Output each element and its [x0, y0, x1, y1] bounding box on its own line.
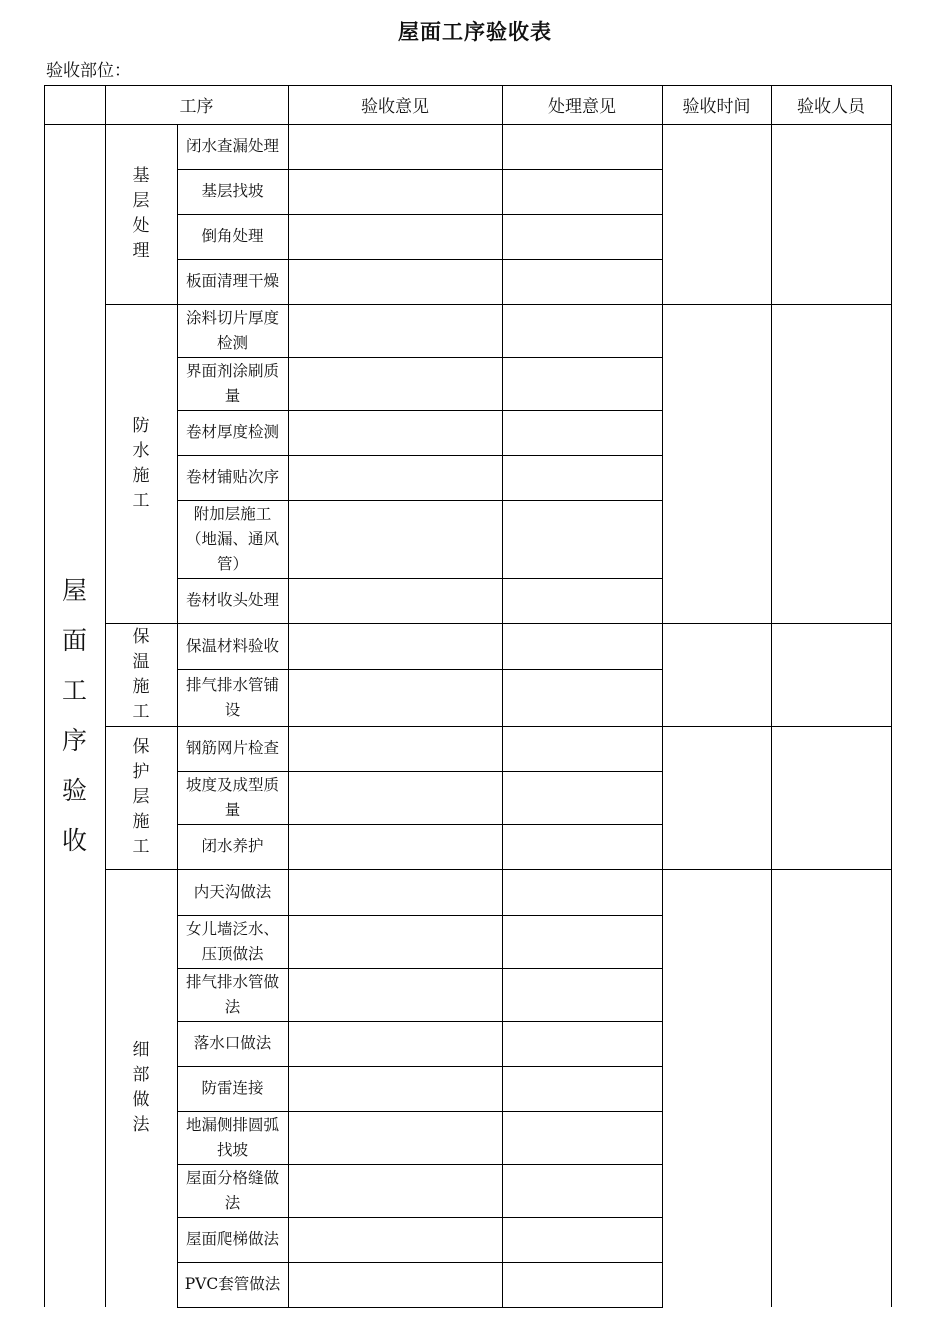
process-item: 落水口做法 — [193, 1034, 272, 1052]
table-rule — [891, 85, 892, 1307]
handling-cell[interactable] — [502, 669, 662, 726]
handling-cell[interactable] — [502, 968, 662, 1021]
header-process: 工序 — [179, 97, 214, 117]
handling-cell[interactable] — [502, 357, 662, 410]
process-item: 女儿墙泛水、压顶做法 — [185, 919, 279, 963]
process-item: 倒角处理 — [201, 227, 264, 245]
process-item: 地漏侧排圆弧找坡 — [185, 1115, 279, 1159]
personnel-cell[interactable] — [771, 623, 891, 726]
handling-cell[interactable] — [502, 771, 662, 824]
opinion-cell[interactable] — [288, 169, 502, 214]
handling-cell[interactable] — [502, 410, 662, 455]
process-item: 闭水养护 — [201, 837, 264, 855]
opinion-cell[interactable] — [288, 824, 502, 869]
handling-cell[interactable] — [502, 1066, 662, 1111]
opinion-cell[interactable] — [288, 726, 502, 771]
handling-cell[interactable] — [502, 304, 662, 357]
main-category-label: 屋 面 工 序 验 收 — [61, 575, 87, 855]
table-rule — [44, 85, 892, 86]
process-item: 内天沟做法 — [193, 882, 272, 901]
handling-cell[interactable] — [502, 869, 662, 915]
opinion-cell[interactable] — [288, 455, 502, 500]
group-label: 保 护 层 施 工 — [132, 737, 150, 857]
opinion-cell[interactable] — [288, 1066, 502, 1111]
opinion-cell[interactable] — [288, 1164, 502, 1217]
opinion-cell[interactable] — [288, 669, 502, 726]
handling-cell[interactable] — [502, 214, 662, 259]
group-label: 保 温 施 工 — [132, 626, 150, 722]
process-item: 保温材料验收 — [185, 636, 279, 655]
page-title: 屋面工序验收表 — [398, 19, 552, 44]
opinion-cell[interactable] — [288, 1262, 502, 1307]
process-item: 钢筋网片检查 — [185, 739, 279, 757]
opinion-cell[interactable] — [288, 259, 502, 304]
time-cell[interactable] — [662, 623, 771, 726]
opinion-cell[interactable] — [288, 410, 502, 455]
opinion-cell[interactable] — [288, 771, 502, 824]
handling-cell[interactable] — [502, 455, 662, 500]
process-item: 防雷连接 — [201, 1079, 264, 1097]
handling-cell[interactable] — [502, 726, 662, 771]
process-item: 板面清理干燥 — [185, 272, 279, 290]
opinion-cell[interactable] — [288, 304, 502, 357]
process-item: 屋面分格缝做法 — [185, 1168, 279, 1212]
process-item: 基层找坡 — [201, 182, 264, 200]
handling-cell[interactable] — [502, 259, 662, 304]
process-item: 涂料切片厚度检测 — [185, 308, 279, 352]
opinion-cell[interactable] — [288, 1111, 502, 1164]
header-personnel: 验收人员 — [797, 97, 865, 117]
inspection-location-label: 验收部位： — [46, 61, 131, 81]
handling-cell[interactable] — [502, 915, 662, 968]
opinion-cell[interactable] — [288, 578, 502, 623]
process-item: 卷材铺贴次序 — [185, 468, 279, 486]
opinion-cell[interactable] — [288, 124, 502, 169]
header-opinion: 验收意见 — [361, 97, 429, 117]
handling-cell[interactable] — [502, 1111, 662, 1164]
header-handling: 处理意见 — [548, 97, 616, 117]
process-item: 界面剂涂刷质量 — [185, 361, 279, 405]
header-time: 验收时间 — [682, 97, 751, 117]
personnel-cell[interactable] — [771, 726, 891, 869]
opinion-cell[interactable] — [288, 623, 502, 669]
handling-cell[interactable] — [502, 1262, 662, 1307]
handling-cell[interactable] — [502, 124, 662, 169]
process-item: 坡度及成型质量 — [185, 775, 279, 819]
handling-cell[interactable] — [502, 1164, 662, 1217]
time-cell[interactable] — [662, 869, 771, 1307]
opinion-cell[interactable] — [288, 869, 502, 915]
handling-cell[interactable] — [502, 500, 662, 578]
handling-cell[interactable] — [502, 1217, 662, 1262]
opinion-cell[interactable] — [288, 968, 502, 1021]
process-item: 排气排水管铺设 — [185, 675, 279, 719]
group-label: 防 水 施 工 — [132, 415, 150, 511]
group-label: 细 部 做 法 — [132, 1040, 150, 1135]
handling-cell[interactable] — [502, 623, 662, 669]
process-item: 卷材收头处理 — [185, 591, 279, 609]
table-rule — [177, 1307, 663, 1308]
handling-cell[interactable] — [502, 1021, 662, 1066]
handling-cell[interactable] — [502, 578, 662, 623]
personnel-cell[interactable] — [771, 124, 891, 304]
process-item: 闭水查漏处理 — [185, 137, 279, 155]
process-item: 附加层施工（地漏、通风管） — [185, 504, 279, 573]
process-item: PVC套管做法 — [184, 1275, 281, 1293]
process-item: 卷材厚度检测 — [185, 423, 279, 441]
opinion-cell[interactable] — [288, 915, 502, 968]
process-item: 屋面爬梯做法 — [185, 1230, 279, 1248]
process-item: 排气排水管做法 — [185, 972, 279, 1016]
personnel-cell[interactable] — [771, 304, 891, 623]
opinion-cell[interactable] — [288, 214, 502, 259]
handling-cell[interactable] — [502, 169, 662, 214]
opinion-cell[interactable] — [288, 1021, 502, 1066]
group-label: 基 层 处 理 — [132, 166, 150, 261]
time-cell[interactable] — [662, 726, 771, 869]
time-cell[interactable] — [662, 124, 771, 304]
personnel-cell[interactable] — [771, 869, 891, 1307]
time-cell[interactable] — [662, 304, 771, 623]
handling-cell[interactable] — [502, 824, 662, 869]
opinion-cell[interactable] — [288, 500, 502, 578]
opinion-cell[interactable] — [288, 357, 502, 410]
opinion-cell[interactable] — [288, 1217, 502, 1262]
